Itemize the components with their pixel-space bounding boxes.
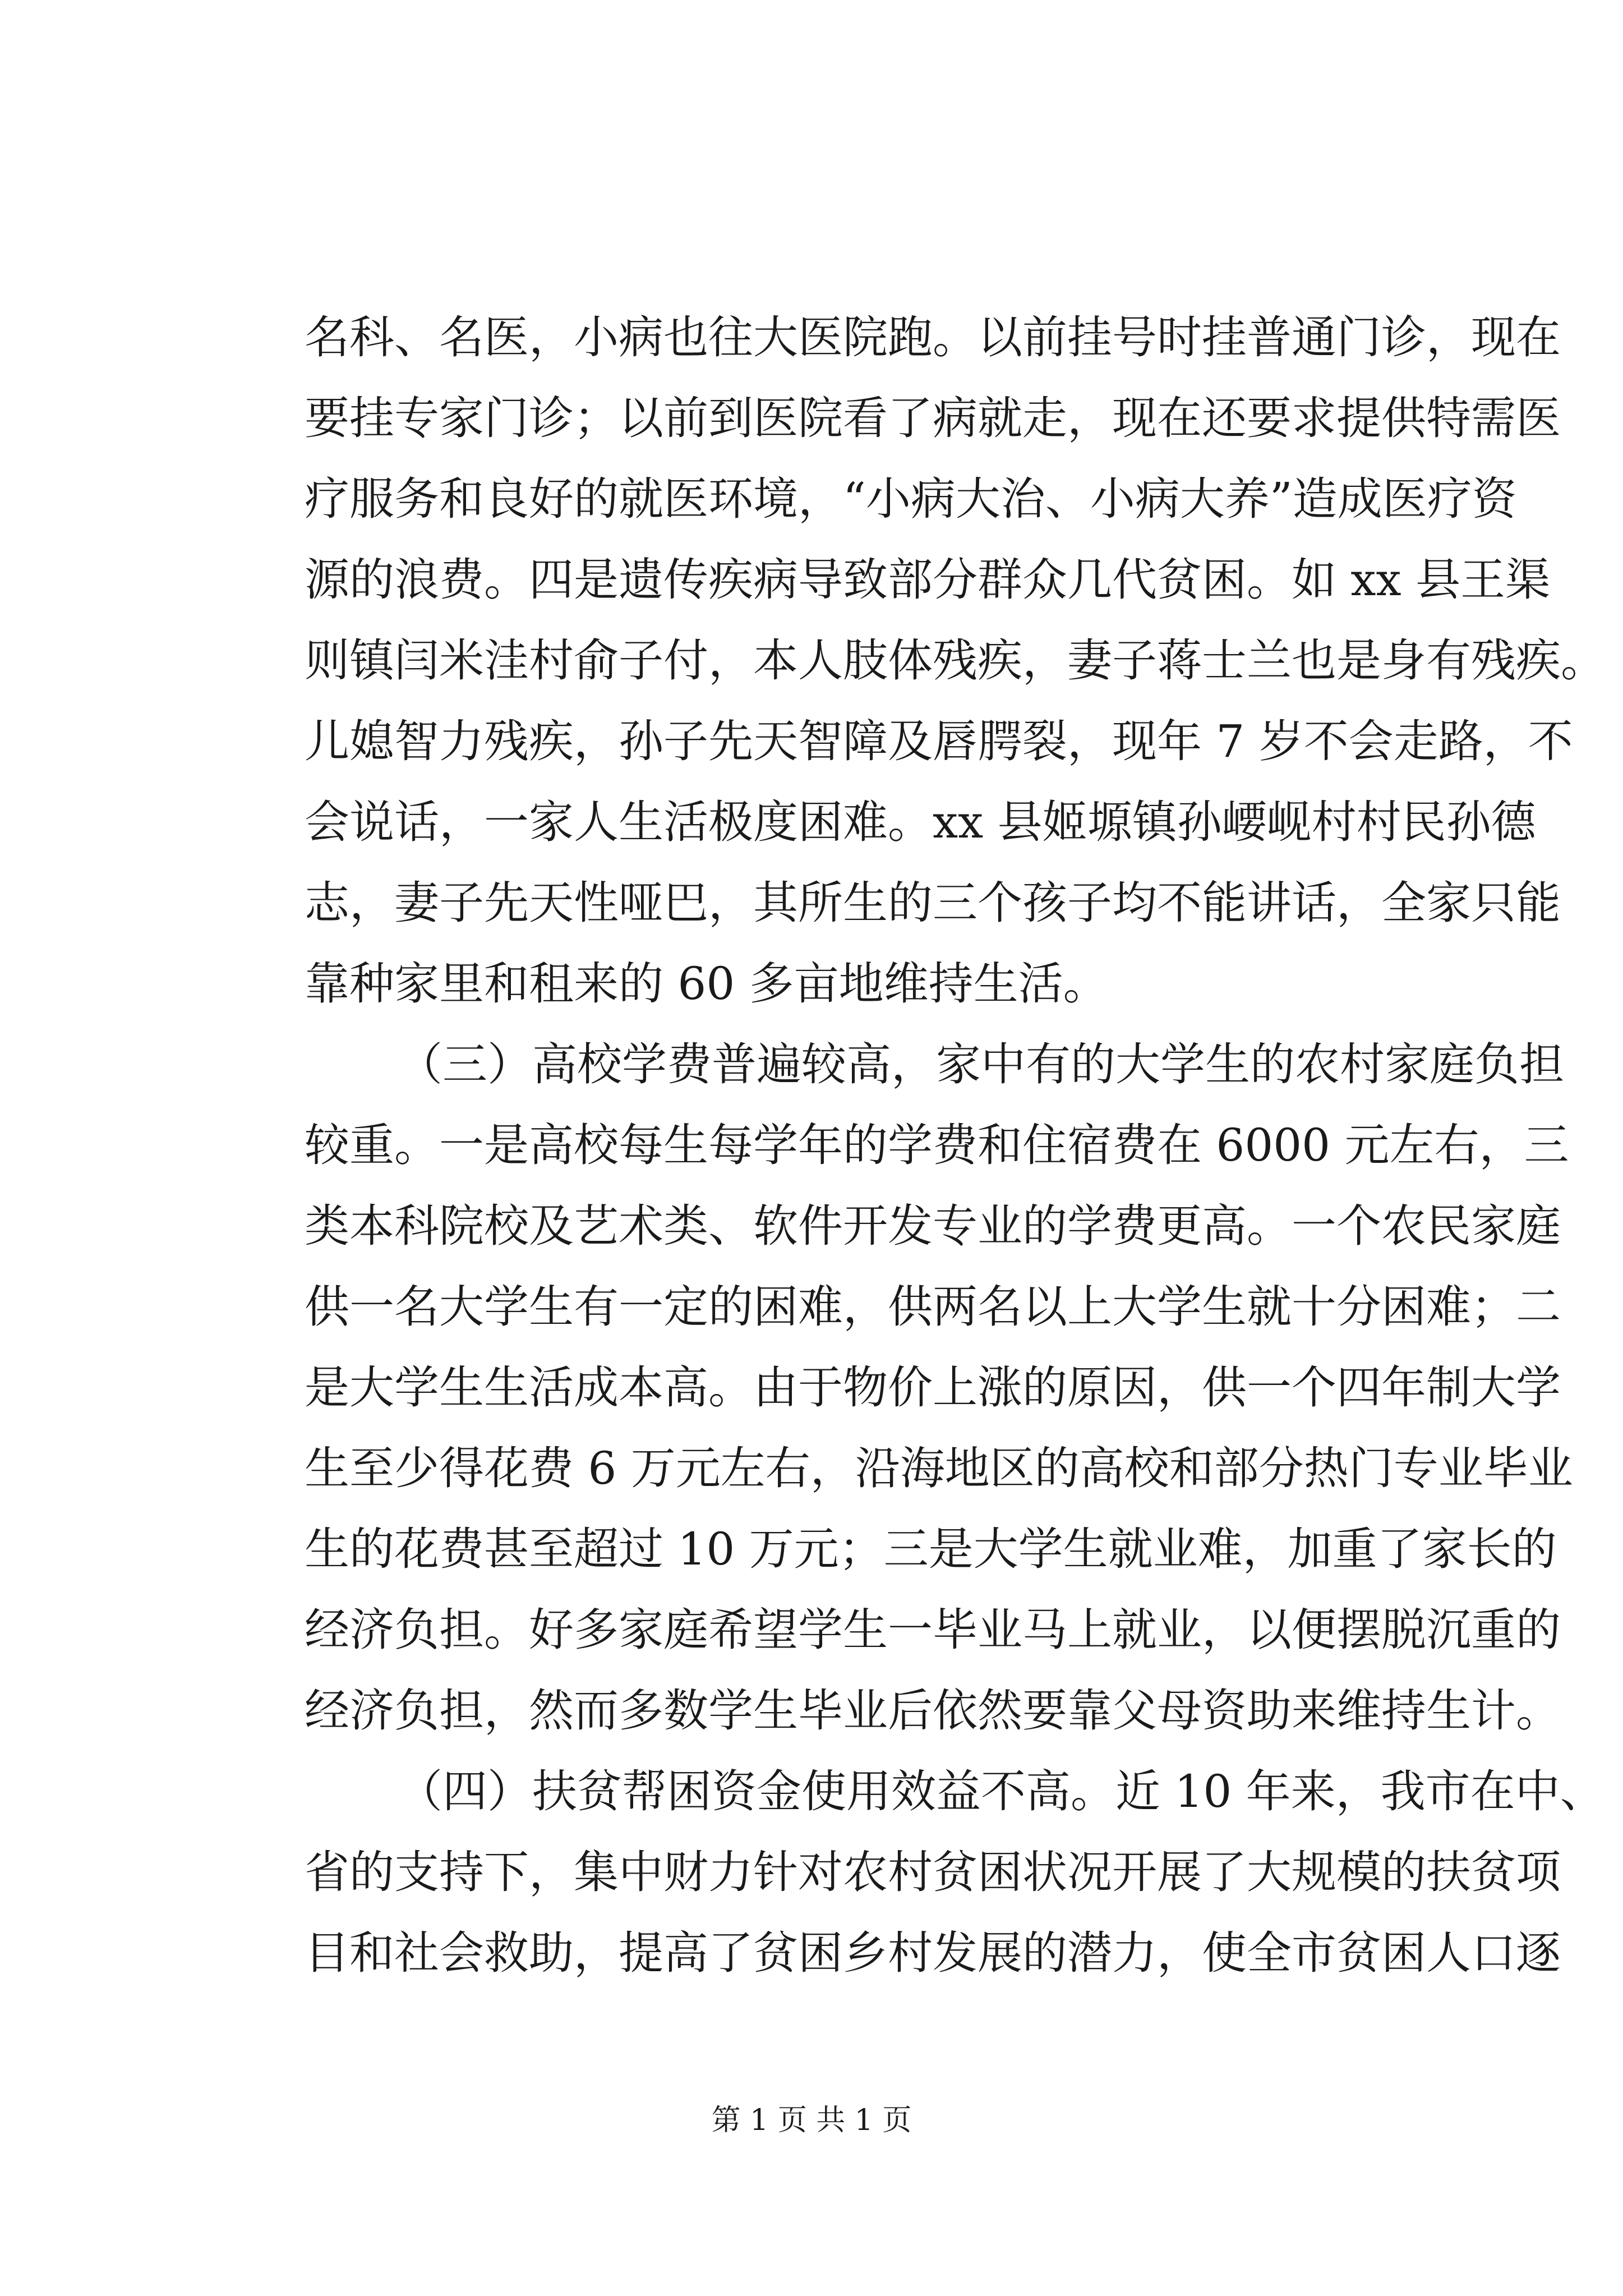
paragraph-3-line-3: 目和社会救助，提高了贫困乡村发展的潜力，使全市贫困人口逐 — [305, 1927, 1561, 1979]
body-text — [305, 297, 1606, 1994]
paragraph-3-line-1: （四）扶贫帮困资金使用效益不高。近 10 年来，我市在中、 — [398, 1765, 1605, 1818]
paragraph-2-line-2: 较重。一是高校每生每学年的学费和住宿费在 6000 元左右，三 — [305, 1119, 1569, 1171]
paragraph-2-line-1: （三）高校学费普遍较高，家中有的大学生的农村家庭负担 — [398, 1038, 1564, 1091]
paragraph-1-line-5: 则镇闫米洼村俞子付，本人肢体残疾，妻子蒋士兰也是身有残疾。 — [305, 634, 1606, 687]
paragraph-3-line-2: 省的支持下，集中财力针对农村贫困状况开展了大规模的扶贫项 — [305, 1846, 1561, 1898]
paragraph-2-line-6: 生至少得花费 6 万元左右，沿海地区的高校和部分热门专业毕业 — [305, 1442, 1573, 1494]
page-number-label: 第 1 页 共 1 页 — [711, 2104, 912, 2137]
paragraph-2-line-5: 是大学生生活成本高。由于物价上涨的原因，供一个四年制大学 — [305, 1361, 1561, 1414]
paragraph-1-line-3: 疗服务和良好的就医环境，“小病大治、小病大养”造成医疗资 — [305, 473, 1517, 525]
paragraph-2-line-9: 经济负担，然而多数学生毕业后依然要靠父母资助来维持生计。 — [305, 1685, 1561, 1737]
paragraph-1-line-2: 要挂专家门诊；以前到医院看了病就走，现在还要求提供特需医 — [305, 392, 1561, 444]
paragraph-2-line-4: 供一名大学生有一定的困难，供两名以上大学生就十分困难；二 — [305, 1281, 1561, 1333]
paragraph-2-line-7: 生的花费甚至超过 10 万元；三是大学生就业难，加重了家长的 — [305, 1523, 1557, 1575]
paragraph-1-line-7: 会说话，一家人生活极度困难。xx 县姬塬镇孙崾岘村村民孙德 — [305, 796, 1536, 848]
paragraph-1-line-1: 名科、名医，小病也往大医院跑。以前挂号时挂普通门诊，现在 — [305, 311, 1561, 364]
paragraph-2-line-8: 经济负担。好多家庭希望学生一毕业马上就业，以便摆脱沉重的 — [305, 1604, 1561, 1656]
paragraph-1-line-9: 靠种家里和租来的 60 多亩地维持生活。 — [305, 958, 1108, 1010]
paragraph-2-line-3: 类本科院校及艺术类、软件开发专业的学费更高。一个农民家庭 — [305, 1200, 1561, 1252]
page-footer — [0, 2101, 1623, 2140]
paragraph-1-line-6: 儿媳智力残疾，孙子先天智障及唇腭裂，现年 7 岁不会走路，不 — [305, 715, 1573, 767]
paragraph-1-line-8: 志，妻子先天性哑巴，其所生的三个孩子均不能讲话，全家只能 — [305, 877, 1561, 929]
paragraph-1-line-4: 源的浪费。四是遗传疾病导致部分群众几代贫困。如 xx 县王渠 — [305, 554, 1551, 606]
